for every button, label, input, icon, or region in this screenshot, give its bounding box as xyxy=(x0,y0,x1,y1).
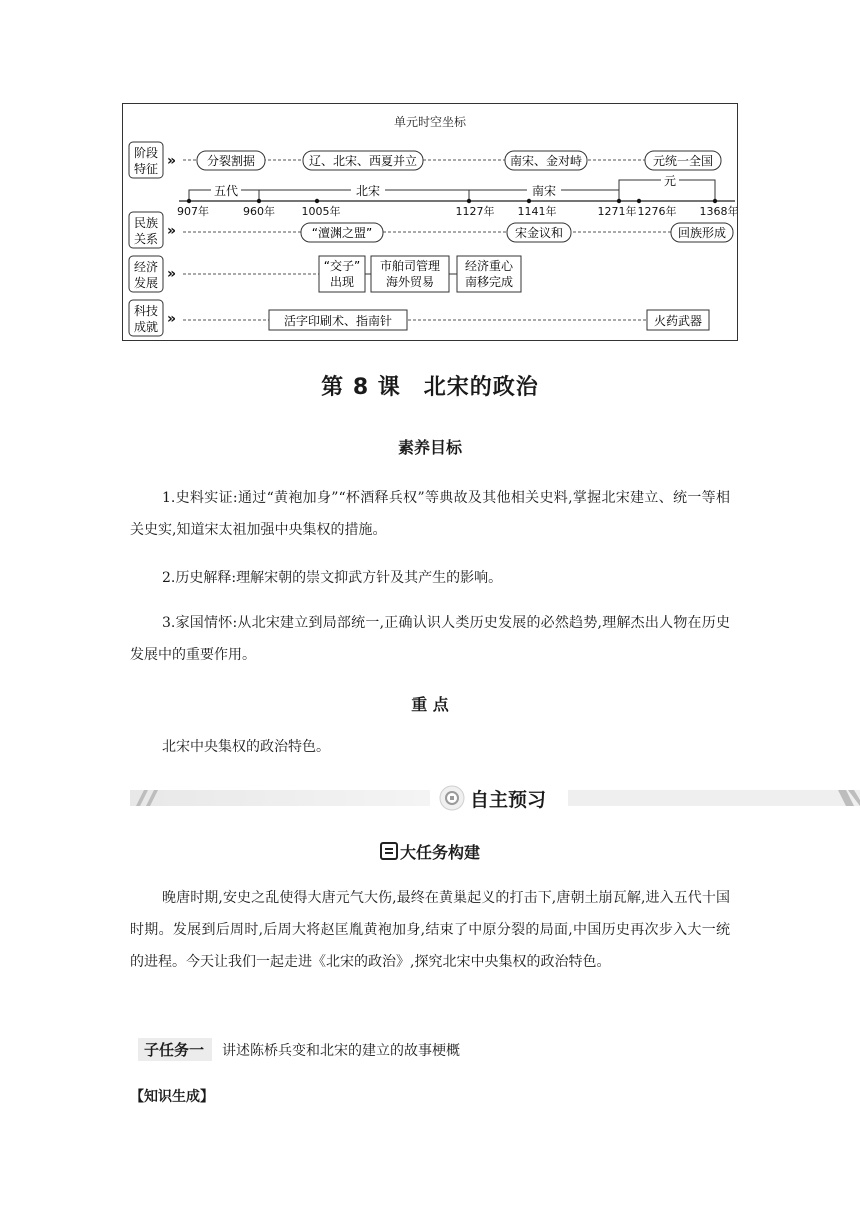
stage-item xyxy=(303,151,423,170)
svg-text:发展: 发展 xyxy=(133,276,159,290)
economy-item xyxy=(319,256,365,292)
year-label: 1127年 xyxy=(455,205,495,218)
svg-text:活字印刷术、指南针: 活字印刷术、指南针 xyxy=(283,314,393,328)
year-label: 907年 xyxy=(177,205,209,218)
chevron-icon: » xyxy=(167,153,177,169)
key-point-heading: 重 点 xyxy=(411,695,449,714)
ethnic-item xyxy=(301,223,383,242)
svg-text:南移完成: 南移完成 xyxy=(464,275,514,289)
row-label-tech xyxy=(129,300,163,336)
svg-text:出现: 出现 xyxy=(329,275,355,289)
clipboard-icon xyxy=(380,842,398,860)
knowledge-heading: 【知识生成】 xyxy=(130,1089,214,1105)
period-label: 五代 xyxy=(213,184,239,198)
svg-text:经济重心: 经济重心 xyxy=(464,259,514,273)
subtask-text: 讲述陈桥兵变和北宋的建立的故事梗概 xyxy=(222,1043,460,1059)
stage-item xyxy=(505,151,587,170)
year-label: 1276年 xyxy=(637,205,677,218)
tech-item xyxy=(647,310,709,330)
row-label-stage xyxy=(129,142,163,178)
svg-text:“交子”: “交子” xyxy=(323,259,361,273)
section-banner-title: 自主预习 xyxy=(470,789,547,811)
row-label-ethnic xyxy=(129,212,163,248)
year-label: 1005年 xyxy=(301,205,341,218)
svg-text:经济: 经济 xyxy=(133,260,159,274)
svg-text:特征: 特征 xyxy=(133,162,159,176)
svg-text:关系: 关系 xyxy=(133,232,159,246)
svg-text:民族: 民族 xyxy=(133,216,159,230)
svg-text:市舶司管理: 市舶司管理 xyxy=(379,259,441,273)
chevron-icon: » xyxy=(167,223,177,239)
economy-item xyxy=(457,256,521,292)
period-label: 北宋 xyxy=(355,184,381,198)
ethnic-item xyxy=(671,223,733,242)
svg-text:南宋、金对峙: 南宋、金对峙 xyxy=(509,154,583,168)
svg-text:成就: 成就 xyxy=(133,320,159,334)
period-label: 元 xyxy=(663,174,677,188)
year-label: 960年 xyxy=(243,205,275,218)
ethnic-item xyxy=(507,223,571,242)
svg-text:回族形成: 回族形成 xyxy=(677,226,727,240)
stage-item xyxy=(197,151,265,170)
year-label: 1271年 xyxy=(597,205,637,218)
chevron-icon: » xyxy=(167,266,177,282)
year-label: 1141年 xyxy=(517,205,557,218)
goal-item: 1.史料实证:通过“黄袍加身”“杯酒释兵权”等典故及其他相关史料,掌握北宋建立、统一等相关史实,知道宋太祖加强中央集权的措施。 xyxy=(130,490,730,538)
key-point-text: 北宋中央集权的政治特色。 xyxy=(162,739,330,755)
stage-item xyxy=(645,151,721,170)
lesson-title: 第 8 课 北宋的政治 xyxy=(321,375,539,400)
svg-text:海外贸易: 海外贸易 xyxy=(385,275,435,289)
economy-item xyxy=(371,256,449,292)
svg-text:分裂割据: 分裂割据 xyxy=(206,154,256,168)
svg-text:辽、北宋、西夏并立: 辽、北宋、西夏并立 xyxy=(308,154,418,168)
goal-item: 2.历史解释:理解宋朝的崇文抑武方针及其产生的影响。 xyxy=(162,570,503,586)
task-build-heading: 大任务构建 xyxy=(0,840,860,863)
svg-text:阶段: 阶段 xyxy=(133,146,159,160)
subtask-tag: 子任务一 xyxy=(138,1038,212,1061)
svg-text:“澶渊之盟”: “澶渊之盟” xyxy=(311,226,373,240)
row-label-economy xyxy=(129,256,163,292)
period-label: 南宋 xyxy=(531,184,557,198)
svg-text:元统一全国: 元统一全国 xyxy=(652,154,714,168)
banner-emblem-icon xyxy=(440,786,464,810)
svg-text:科技: 科技 xyxy=(133,304,159,318)
year-label: 1368年 xyxy=(699,205,737,218)
svg-text:火药武器: 火药武器 xyxy=(653,314,703,328)
goal-item: 3.家国情怀:从北宋建立到局部统一,正确认识人类历史发展的必然趋势,理解杰出人物在历史发展中的重要作用。 xyxy=(130,615,730,663)
tech-item xyxy=(269,310,407,330)
chevron-icon: » xyxy=(167,311,177,327)
task-build-text: 晚唐时期,安史之乱使得大唐元气大伤,最终在黄巢起义的打击下,唐朝土崩瓦解,进入五代十国时期。发展到后周时,后周大将赵匡胤黄袍加身,结束了中原分裂的局面,中国历史再次步入大一统的进程。今天让我们一起走进《北宋的政治》,探究北宋中央集权的政治特色。 xyxy=(130,890,730,970)
timeline-title: 单元时空坐标 xyxy=(393,115,467,129)
unit-timeline-figure xyxy=(122,103,738,341)
goals-heading: 素养目标 xyxy=(397,438,462,457)
svg-text:宋金议和: 宋金议和 xyxy=(514,226,564,240)
